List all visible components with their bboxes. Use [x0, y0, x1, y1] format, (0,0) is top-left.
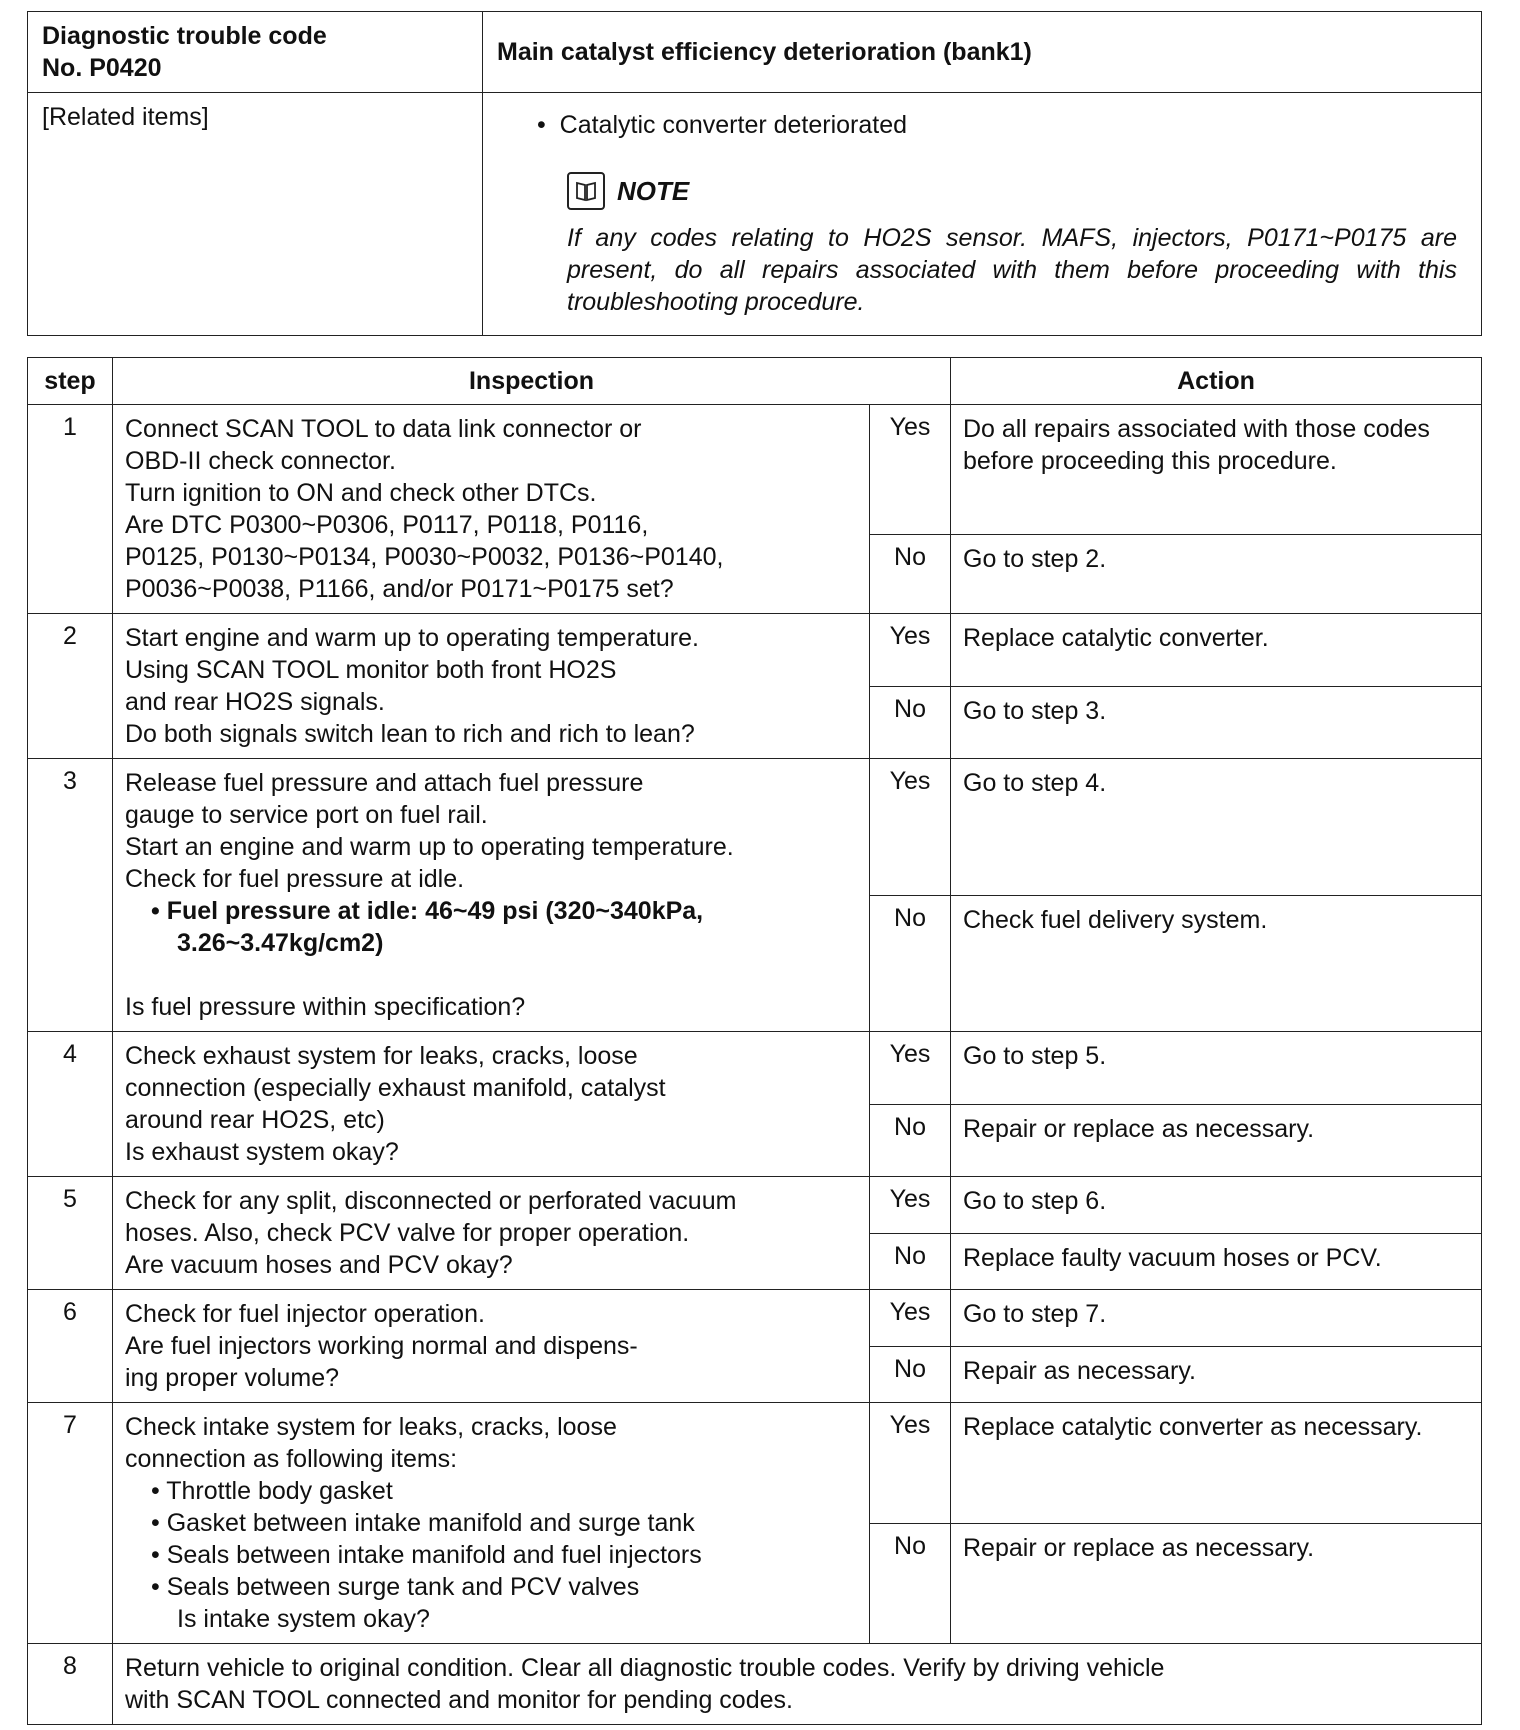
- note-label: NOTE: [617, 175, 690, 206]
- yes-action: Go to step 4.: [951, 759, 1482, 896]
- inspection-line: Using SCAN TOOL monitor both front HO2S: [125, 656, 617, 684]
- step-number: 4: [28, 1032, 113, 1177]
- no-label: No: [870, 535, 951, 614]
- inspection-line: gauge to service port on fuel rail.: [125, 801, 488, 829]
- inspection-line: with SCAN TOOL connected and monitor for pending codes.: [125, 1686, 793, 1714]
- inspection-line: P0125, P0130~P0134, P0030~P0032, P0136~P0140,: [125, 543, 724, 571]
- no-action: Repair or replace as necessary.: [951, 1104, 1482, 1177]
- inspection-line: Is exhaust system okay?: [125, 1138, 399, 1166]
- table-row: [28, 1032, 1482, 1105]
- inspection-line: Are fuel injectors working normal and dispens-: [125, 1332, 638, 1360]
- no-label: No: [870, 895, 951, 1032]
- no-label: No: [870, 686, 951, 759]
- inspection-text: [113, 759, 870, 1032]
- inspection-line: Connect SCAN TOOL to data link connector or: [125, 415, 642, 443]
- related-item: • Catalytic converter deteriorated: [537, 111, 908, 139]
- yes-action: Go to step 7.: [951, 1290, 1482, 1347]
- dtc-header-table: [27, 11, 1482, 336]
- yes-label: Yes: [870, 759, 951, 896]
- step-number: 5: [28, 1177, 113, 1290]
- inspection-text: [113, 1403, 870, 1644]
- inspection-line: Release fuel pressure and attach fuel pressure: [125, 769, 644, 797]
- inspection-line: connection (especially exhaust manifold, catalyst: [125, 1074, 666, 1102]
- inspection-header: Inspection: [113, 358, 951, 405]
- inspection-line: hoses. Also, check PCV valve for proper operation.: [125, 1219, 690, 1247]
- yes-label: Yes: [870, 1032, 951, 1105]
- no-action: Check fuel delivery system.: [951, 895, 1482, 1032]
- spec-line: 3.26~3.47kg/cm2): [177, 929, 384, 957]
- procedure-header-row: [28, 358, 1482, 405]
- inspection-line: connection as following items:: [125, 1445, 458, 1473]
- inspection-line: Check for fuel pressure at idle.: [125, 865, 465, 893]
- inspection-line: Are vacuum hoses and PCV okay?: [125, 1251, 513, 1279]
- table-row: [28, 405, 1482, 535]
- step-number: 3: [28, 759, 113, 1032]
- list-item: • Seals between intake manifold and fuel injectors: [145, 1539, 857, 1571]
- yes-label: Yes: [870, 614, 951, 687]
- table-row: [28, 1644, 1482, 1725]
- spacer: [125, 959, 857, 991]
- no-action: Repair as necessary.: [951, 1346, 1482, 1403]
- inspection-line: Start an engine and warm up to operating temperature.: [125, 833, 734, 861]
- inspection-line: Start engine and warm up to operating temperature.: [125, 624, 699, 652]
- table-row: [28, 1403, 1482, 1524]
- inspection-line: ing proper volume?: [125, 1364, 340, 1392]
- inspection-line: P0036~P0038, P1166, and/or P0171~P0175 set?: [125, 575, 674, 603]
- table-row: [28, 614, 1482, 687]
- yes-label: Yes: [870, 1290, 951, 1347]
- action-header: Action: [951, 358, 1482, 405]
- inspection-text: [113, 614, 870, 759]
- yes-label: Yes: [870, 1177, 951, 1234]
- inspection-line: Turn ignition to ON and check other DTCs.: [125, 479, 597, 507]
- spec-line: Fuel pressure at idle: 46~49 psi (320~340kPa,: [166, 897, 704, 925]
- inspection-text: [113, 1032, 870, 1177]
- yes-action: Go to step 5.: [951, 1032, 1482, 1105]
- step-number: 6: [28, 1290, 113, 1403]
- dtc-number: No. P0420: [42, 54, 162, 82]
- no-label: No: [870, 1346, 951, 1403]
- list-item: • Gasket between intake manifold and surge tank: [145, 1507, 857, 1539]
- inspection-line: Are DTC P0300~P0306, P0117, P0118, P0116,: [125, 511, 649, 539]
- inspection-question: Is fuel pressure within specification?: [125, 993, 526, 1021]
- step-number: 2: [28, 614, 113, 759]
- inspection-question: Is intake system okay?: [177, 1605, 430, 1633]
- inspection-line: around rear HO2S, etc): [125, 1106, 385, 1134]
- step-number: 7: [28, 1403, 113, 1644]
- table-row: [28, 1290, 1482, 1347]
- dtc-label: Diagnostic trouble code: [42, 22, 327, 50]
- inspection-text: [113, 405, 870, 614]
- list-item: • Seals between surge tank and PCV valves: [145, 1571, 857, 1603]
- table-row: [28, 759, 1482, 896]
- inspection-line: and rear HO2S signals.: [125, 688, 385, 716]
- step-header: step: [28, 358, 113, 405]
- list-item: • Throttle body gasket: [145, 1475, 857, 1507]
- no-action: Go to step 2.: [951, 535, 1482, 614]
- no-action: Repair or replace as necessary.: [951, 1523, 1482, 1644]
- fuel-pressure-spec: [145, 895, 857, 927]
- step-number: 1: [28, 405, 113, 614]
- procedure-table: [27, 357, 1482, 1725]
- no-label: No: [870, 1104, 951, 1177]
- yes-label: Yes: [870, 1403, 951, 1524]
- yes-action: Go to step 6.: [951, 1177, 1482, 1234]
- inspection-line: Check for any split, disconnected or perforated vacuum: [125, 1187, 737, 1215]
- inspection-line: Check for fuel injector operation.: [125, 1300, 485, 1328]
- inspection-line: OBD-II check connector.: [125, 447, 396, 475]
- inspection-line: Check intake system for leaks, cracks, loose: [125, 1413, 617, 1441]
- no-label: No: [870, 1233, 951, 1290]
- dtc-title: Main catalyst efficiency deterioration (bank1): [483, 12, 1482, 93]
- note-header: [567, 172, 1467, 210]
- book-icon: [567, 172, 605, 210]
- no-action: Replace faulty vacuum hoses or PCV.: [951, 1233, 1482, 1290]
- yes-action: Replace catalytic converter.: [951, 614, 1482, 687]
- no-action: Go to step 3.: [951, 686, 1482, 759]
- yes-action: Do all repairs associated with those codes before proceeding this procedure.: [951, 405, 1482, 535]
- inspection-text: [113, 1290, 870, 1403]
- step-number: 8: [28, 1644, 113, 1725]
- yes-action: Replace catalytic converter as necessary.: [951, 1403, 1482, 1524]
- inspection-text: [113, 1177, 870, 1290]
- yes-label: Yes: [870, 405, 951, 535]
- no-label: No: [870, 1523, 951, 1644]
- table-row: [28, 1177, 1482, 1234]
- related-items-label: [Related items]: [28, 93, 483, 336]
- note-text: If any codes relating to HO2S sensor. MAFS, injectors, P0171~P0175 are present, do all repairs associated with them before proceeding with this troubleshooting procedure.: [567, 224, 1457, 316]
- inspection-line: Check exhaust system for leaks, cracks, loose: [125, 1042, 638, 1070]
- dtc-code-cell: [28, 12, 483, 93]
- inspection-line: Return vehicle to original condition. Clear all diagnostic trouble codes. Verify by driving vehicle: [125, 1654, 1165, 1682]
- final-step-text: [113, 1644, 1482, 1725]
- inspection-line: Do both signals switch lean to rich and rich to lean?: [125, 720, 695, 748]
- related-items-content: [483, 93, 1482, 336]
